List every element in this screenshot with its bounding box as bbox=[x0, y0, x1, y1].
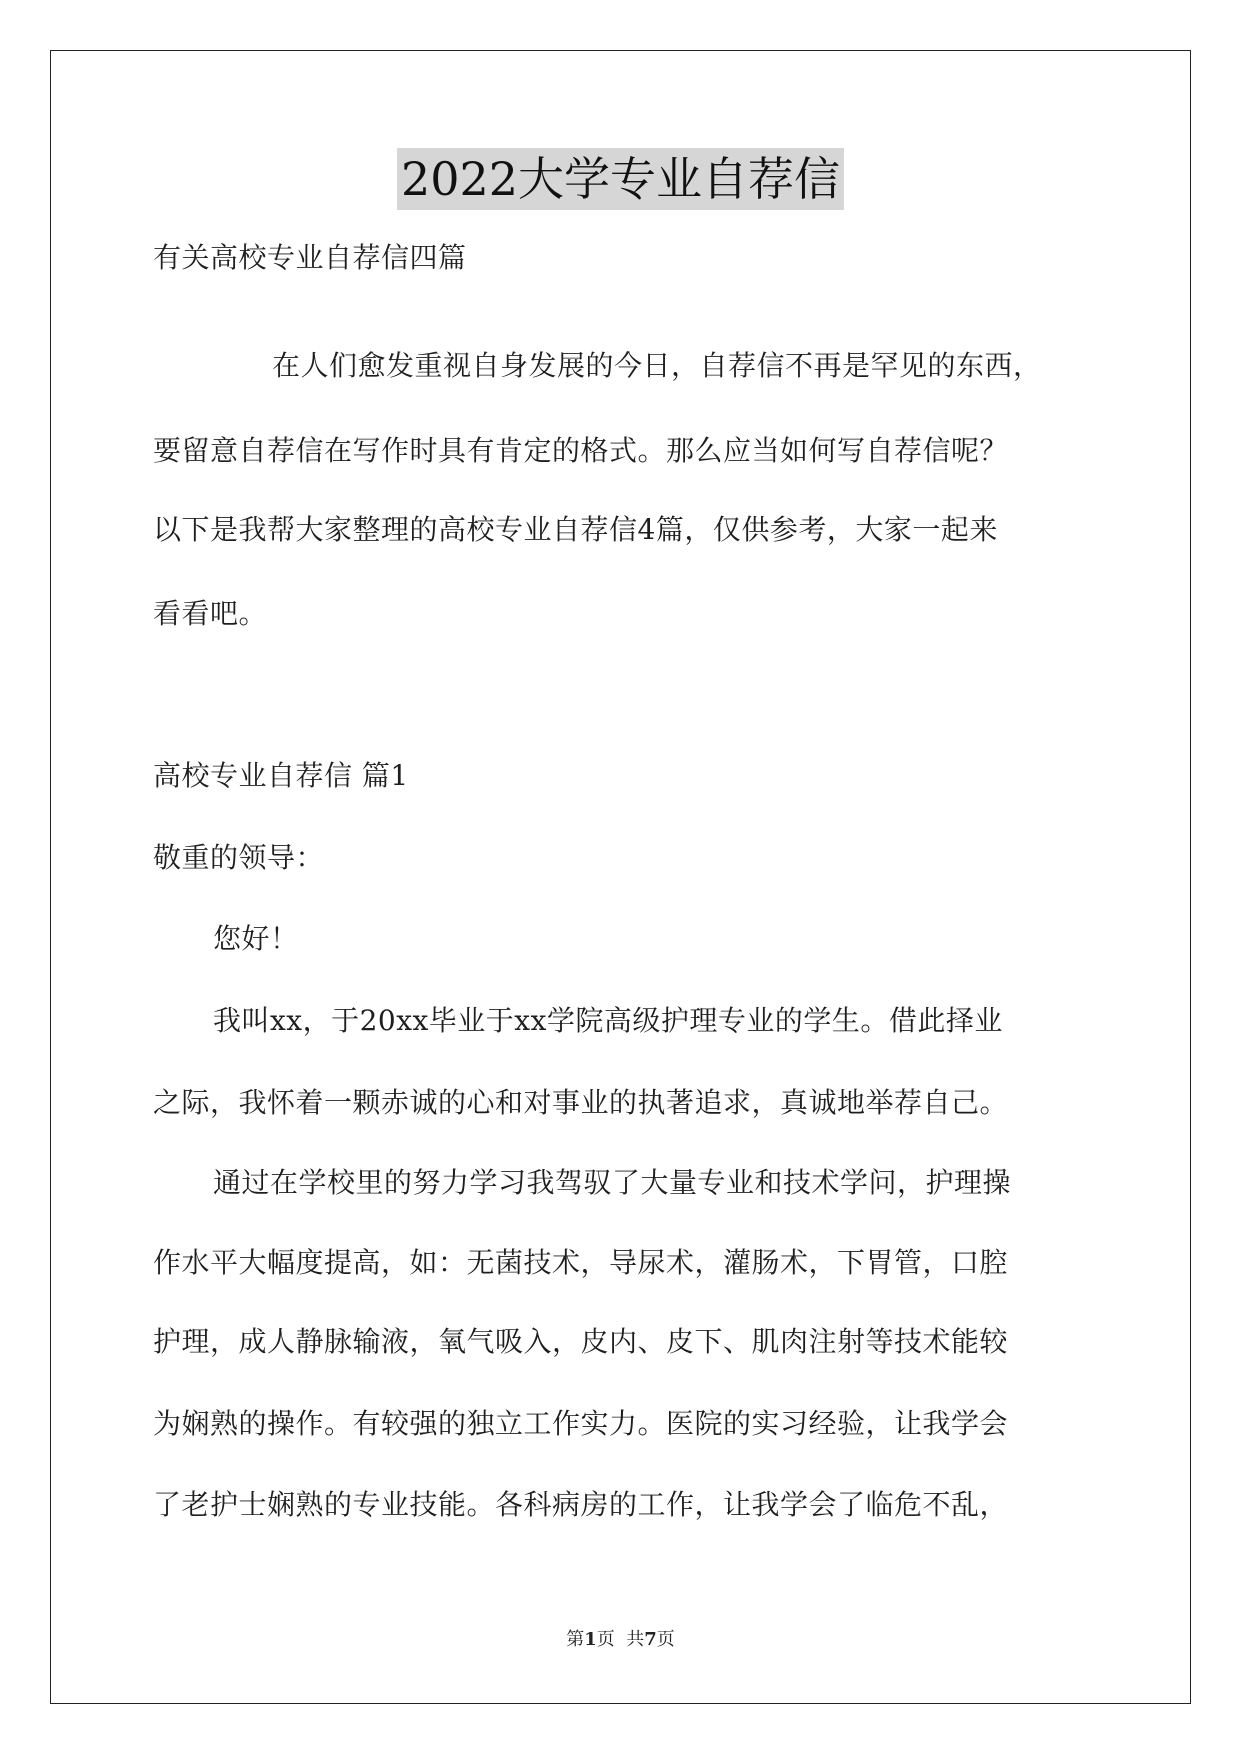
paragraph-line: 作水平大幅度提高，如：无菌技术，导尿术，灌肠术，下胃管，口腔 bbox=[153, 1246, 1009, 1279]
paragraph-line: 通过在学校里的努力学习我驾驭了大量专业和技术学问，护理操 bbox=[213, 1166, 1012, 1199]
paragraph-line: 要留意自荐信在写作时具有肯定的格式。那么应当如何写自荐信呢？ bbox=[153, 434, 1009, 467]
paragraph-line: 以下是我帮大家整理的高校专业自荐信4篇，仅供参考，大家一起来 bbox=[153, 513, 998, 546]
footer-middle: 页 共 bbox=[596, 1629, 645, 1650]
section-heading: 高校专业自荐信 篇1 bbox=[153, 759, 409, 792]
paragraph-line: 了老护士娴熟的专业技能。各科病房的工作，让我学会了临危不乱， bbox=[153, 1488, 1009, 1521]
paragraph-line: 我叫xx，于20xx毕业于xx学院高级护理专业的学生。借此择业 bbox=[213, 1004, 1003, 1037]
document-title: 2022大学专业自荐信 bbox=[397, 148, 844, 210]
paragraph-line: 在人们愈发重视自身发展的今日，自荐信不再是罕见的东西， bbox=[272, 349, 1042, 382]
footer-prefix: 第 bbox=[566, 1629, 585, 1650]
footer-suffix: 页 bbox=[656, 1629, 675, 1650]
footer-total-pages: 7 bbox=[644, 1629, 657, 1650]
greeting-line: 您好！ bbox=[213, 922, 299, 955]
page-footer bbox=[0, 1628, 1241, 1652]
title-container bbox=[0, 148, 1241, 210]
paragraph-line: 为娴熟的操作。有较强的独立工作实力。医院的实习经验，让我学会 bbox=[153, 1407, 1009, 1440]
paragraph-line: 护理，成人静脉输液，氧气吸入，皮内、皮下、肌肉注射等技术能较 bbox=[153, 1325, 1009, 1358]
footer-page-number: 1 bbox=[584, 1629, 597, 1650]
subtitle-line: 有关高校专业自荐信四篇 bbox=[153, 241, 467, 274]
salutation-line: 敬重的领导： bbox=[153, 841, 325, 874]
paragraph-line: 看看吧。 bbox=[153, 597, 268, 630]
paragraph-line: 之际，我怀着一颗赤诚的心和对事业的执著追求，真诚地举荐自己。 bbox=[153, 1086, 1009, 1119]
